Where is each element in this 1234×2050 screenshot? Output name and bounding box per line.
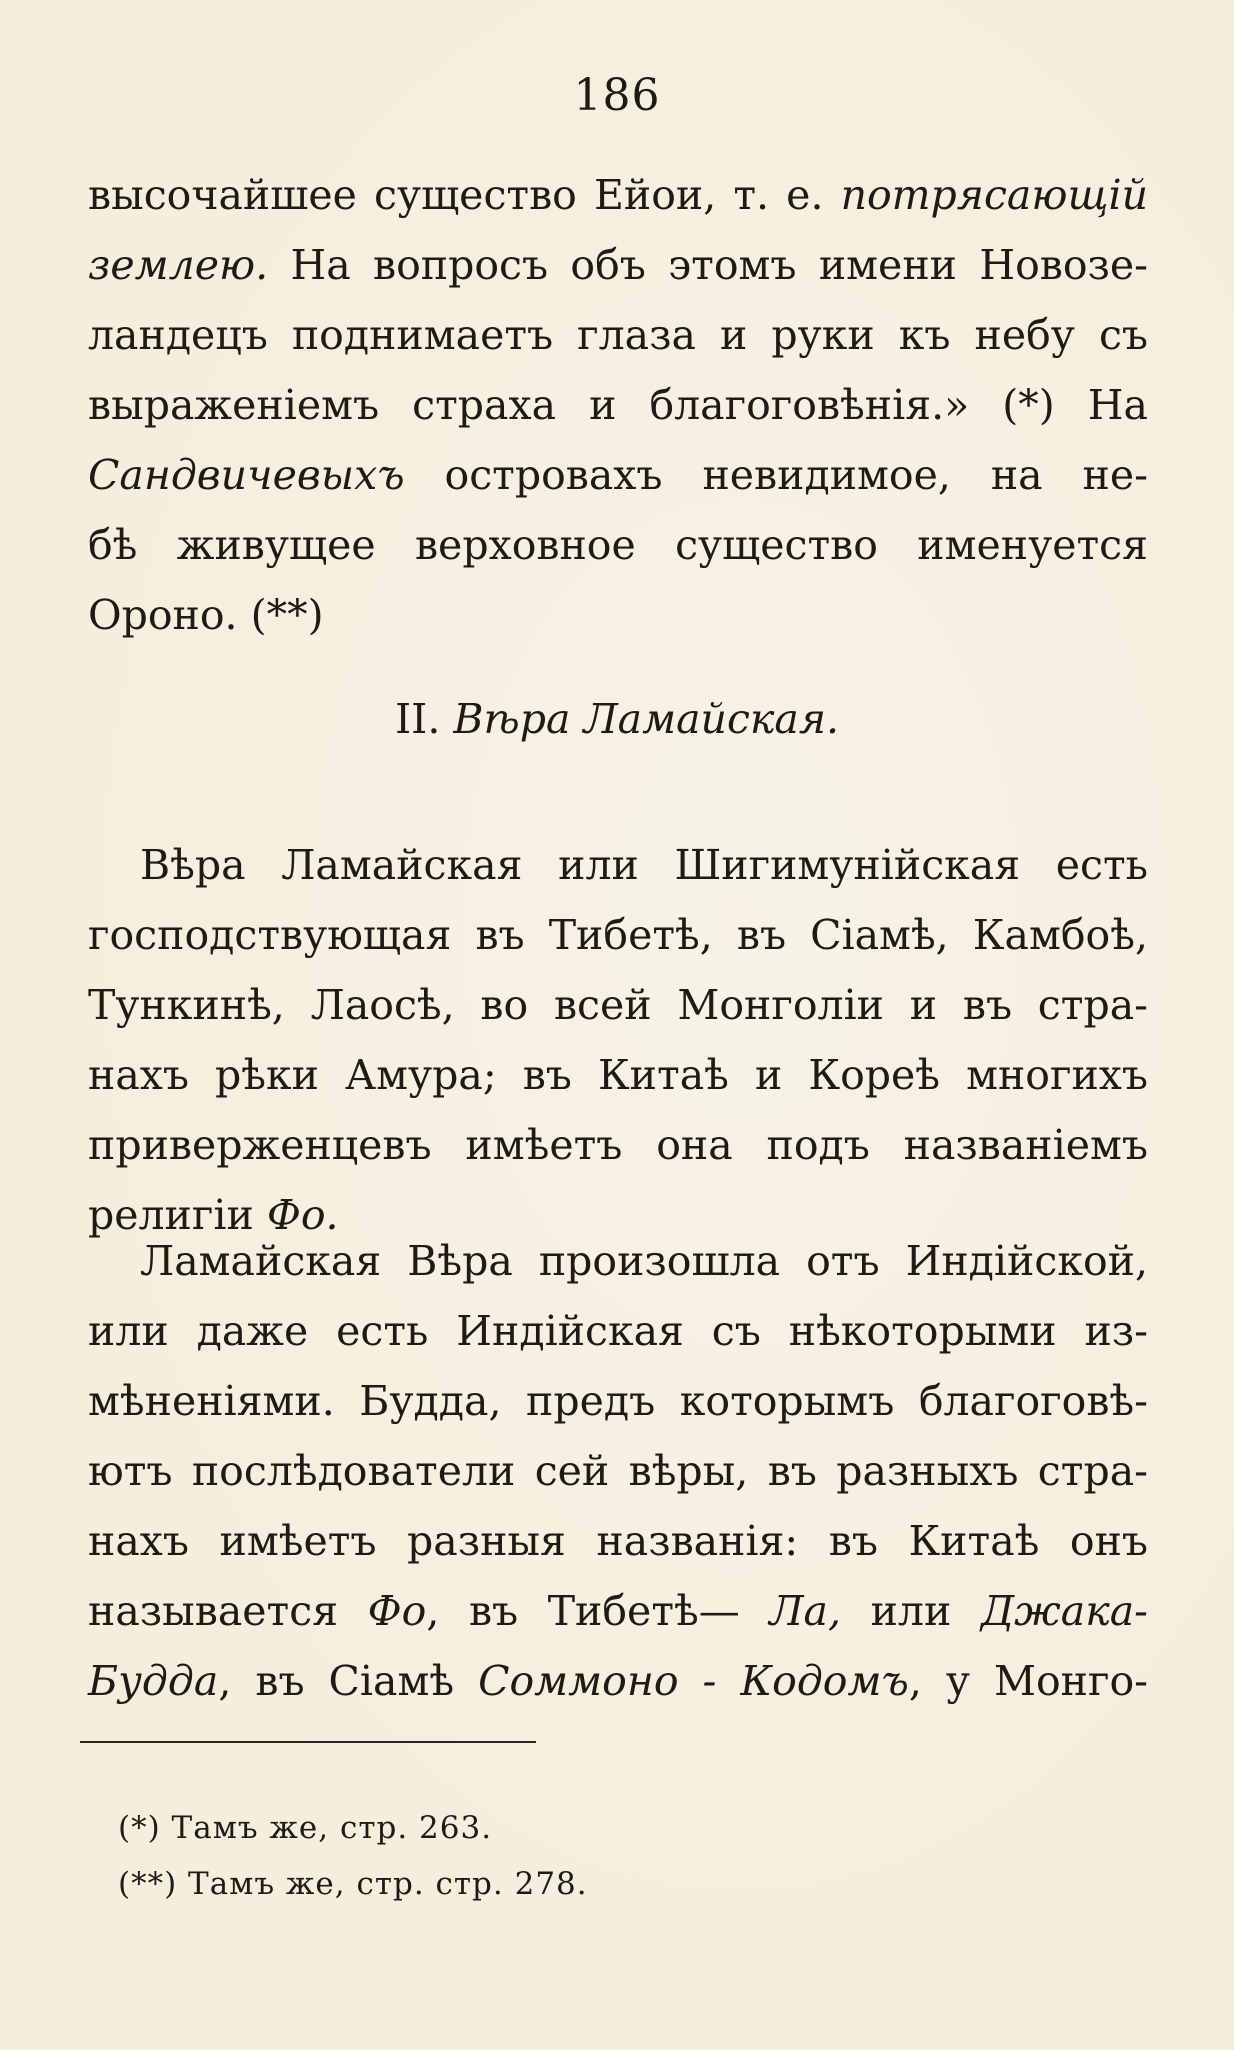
paragraph-lamaism-intro [88, 830, 1148, 1250]
text-line: Будда, въ Сіамѣ Соммоно - Кодомъ, у Монго- [88, 1657, 1148, 1705]
text-line: или даже есть Индійская съ нѣкоторыми из- [88, 1307, 1148, 1355]
paragraph-continuation [88, 160, 1148, 650]
text-line: приверженцевъ имѣетъ она подъ названіемъ [88, 1121, 1148, 1169]
section-heading: II. Вѣра Ламайская. [394, 695, 840, 743]
text-line: ютъ послѣдователи сей вѣры, въ разныхъ стра- [88, 1447, 1148, 1495]
text-line: религіи Фо. [88, 1191, 339, 1239]
footnotes [118, 1800, 588, 1912]
text-line: высочайшее существо Ейои, т. е. потрясающій [88, 171, 1148, 219]
text-line: мѣненіями. Будда, предъ которымъ благоговѣ- [88, 1377, 1148, 1425]
text-line: бѣ живущее верховное существо именуется [88, 521, 1148, 569]
text-line: называется Фо, въ Тибетѣ— Ла, или Джака- [88, 1587, 1149, 1635]
text-line: нахъ рѣки Амура; въ Китаѣ и Кореѣ многихъ [88, 1051, 1148, 1099]
text-line: нахъ имѣетъ разныя названія: въ Китаѣ онъ [88, 1517, 1148, 1565]
text-line: Сандвичевыхъ островахъ невидимое, на не- [88, 451, 1148, 499]
text-line: землею. На вопросъ объ этомъ имени Новозе- [88, 241, 1148, 289]
footnote-divider [80, 1741, 536, 1743]
text-line: Тункинѣ, Лаосѣ, во всей Монголіи и въ стра- [88, 981, 1148, 1029]
text-line: Вѣра Ламайская или Шигимунійская есть [140, 841, 1148, 889]
text-line: господствующая въ Тибетѣ, въ Сіамѣ, Камбоѣ, [88, 911, 1148, 959]
text-line: выраженіемъ страха и благоговѣнія.» (*) На [88, 381, 1148, 429]
text-line: Ороно. (**) [88, 591, 324, 639]
footnote-1: (*) Тамъ же, стр. 263. [118, 1810, 493, 1846]
footnote-2: (**) Тамъ же, стр. стр. 278. [118, 1866, 588, 1902]
paragraph-lamaism-origin [88, 1226, 1148, 1716]
text-line: Ламайская Вѣра произошла отъ Индійской, [140, 1237, 1148, 1285]
text-line: ландецъ поднимаетъ глаза и руки къ небу съ [88, 311, 1148, 359]
page-number: 186 [573, 70, 661, 121]
